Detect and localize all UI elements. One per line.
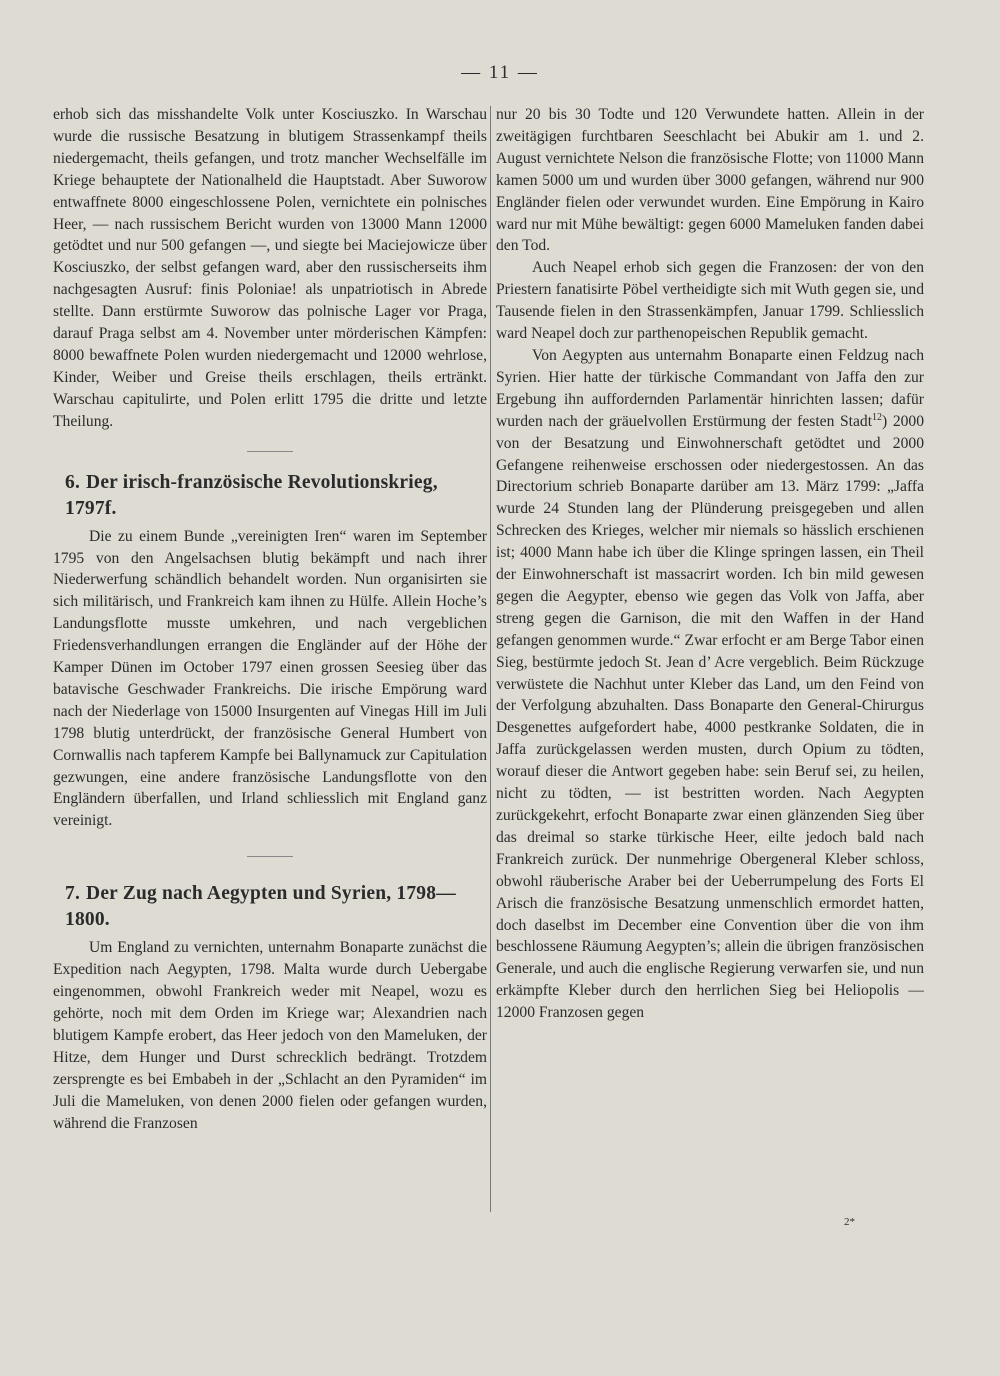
section-separator — [247, 856, 293, 857]
footnote-marker: 12 — [872, 411, 883, 423]
section-title: Der Zug nach Aegypten und Syrien, 1798—1800. — [65, 883, 456, 931]
paragraph-syria-part1: Von Aegypten aus unternahm Bonaparte einen Feldzug nach Syrien. Hier hatte der türkische Commandant von Jaffa den zur Ergebung ihn auffordernden Parlamentär hinrichten lassen; dafür wurden nach der gräuelvollen Erstürmung der festen Stadt — [496, 346, 924, 430]
section-number: 7. — [65, 883, 81, 905]
paragraph-syria-part2: ) 2000 von der Besatzung und Einwohnerschaft getödtet und 2000 Gefangene reihenweise erschossen oder niedergestossen. An das Directorium schrieb Bonaparte darüber am 13. März 1799: „Jaffa wurde 24 Stunden lang der Plünderung preisgegeben und allen Schrecken des Krieges, welcher mir niemals so hässlich erschienen ist; 4000 Mann habe ich über die Klinge springen lassen, ein Theil der Einwohnerschaft ist massacrirt worden. Ich bin mild gewesen gegen die Aegypter, ebenso wie gegen das Volk von Jaffa, aber streng gegen die Garnison, die mit den Waffen in der Hand gefangen genommen wurde.“ Zwar erfocht er am Berge Tabor einen Sieg, bestürmte jedoch St. Jean d’ Acre vergeblich. Beim Rückzuge verwüstete die Nachhut unter Kleber das Land, um den Feind von der Verfolgung abzuhalten. Dass Bonaparte den General-Chirurgus Desgenettes aufgefordert habe, 4000 pestkranke Soldaten, die in Jaffa zurückgelassen werden musten, durch Opium zu tödten, worauf dieser die Antwort gegeben habe: sein Beruf sei, zu heilen, nicht zu tödten, — ist bestritten worden. Nach Aegypten zurückgekehrt, erfocht Bonaparte zwar einen glänzenden Sieg über das dreimal so starke türkische Heer, eilte jedoch bald nach Frankreich zurück. Der nunmehrige Obergeneral Kleber schloss, obwohl räuberische Araber bei der Ueberrumpelung des Forts El Arisch die französische Besatzung unmenschlich ermordet hatten, doch daselbst im December eine Convention über die von ihm beschlossene Räumung Aegypten’s; allein die übrigen französischen Generale, und auch die englische Regierung verwarfen sie, und nun erkämpfte Kleber durch den herrlichen Sieg bei Heliopolis — 12000 Franzosen gegen — [496, 412, 925, 1022]
section-heading-7 — [65, 881, 487, 933]
paragraph-syria — [496, 345, 924, 1024]
section-heading-6 — [65, 470, 487, 522]
paragraph-polish-uprising: erhob sich das misshandelte Volk unter Kosciuszko. In Warschau wurde die russische Besatzung in blutigem Strassenkampf theils niedergemacht, theils gefangen, und trotz mancher Wechselfälle im Kriege behauptete der Nationalheld die Hauptstadt. Aber Suworow entwaffnete 8000 eingeschlossene Polen, vernichtete ein polnisches Heer, — nach russischem Bericht wurden von 13000 Mann 12000 getödtet und nur 500 gefangen —, und siegte bei Maciejowicze über Kosciuszko, der selbst gefangen ward, aber den russischerseits ihm nachgesagten Ausruf: finis Poloniae! als unpatriotisch in Abrede stellte. Dann erstürmte Suworow das polnische Lager vor Praga, darauf Praga selbst am 4. November unter mörderischen Kämpfen: 8000 bewaffnete Polen wurden niedergemacht und 12000 wehrlose, Kinder, Weiber und Greise theils erschlagen, theils ertränkt. Warschau capitulirte, und Polen erlitt 1795 die dritte und letzte Theilung. — [53, 106, 487, 430]
paragraph-irish-war: Die zu einem Bunde „vereinigten Iren“ waren im September 1795 von den Angelsachsen blutig bekämpft und nach ihrer Niederwerfung schändlich behandelt worden. Nun organisirten sie sich militärisch, und Frankreich kam ihnen zu Hülfe. Allein Hoche’s Landungsflotte musste umkehren, und nach vergeblichen Friedensverhandlungen errangen die Engländer auf der Höhe der Kamper Dünen im October 1797 einen grossen Seesieg über das batavische Geschwader Frankreichs. Die irische Empörung ward nach der Niederlage von 15000 Insurgenten auf Vinegas Hill im Juli 1798 blutig unterdrückt, der französische General Humbert von Cornwallis nach tapferem Kampfe bei Ballynamuck zur Capitulation gezwungen, eine andere französische Landungsflotte von den Engländern überfallen, und Irland schliesslich mit England ganz vereinigt. — [53, 527, 487, 830]
section-separator — [247, 451, 293, 452]
section-number: 6. — [65, 471, 81, 493]
section-title: Der irisch-französische Revolutionskrieg, 1797f. — [65, 471, 438, 519]
paragraph-abukir: nur 20 bis 30 Todte und 120 Verwundete hatten. Allein in der zweitägigen furchtbaren Seeschlacht bei Abukir am 1. und 2. August vernichtete Nelson die französische Flotte; von 11000 Mann kamen 5000 um und wurden über 3000 gefangen, während nur 900 Engländer fielen oder verwundet wurden. Eine Empörung in Kairo ward nur mit Mühe bewältigt: gegen 6000 Mameluken fanden dabei den Tod. — [496, 106, 924, 255]
column-divider — [490, 106, 491, 1212]
signature-mark: 2* — [844, 1216, 855, 1228]
left-column — [53, 104, 487, 1134]
paragraph-egypt-expedition: Um England zu vernichten, unternahm Bonaparte zunächst die Expedition nach Aegypten, 1798. Malta wurde durch Uebergabe eingenommen, obwohl Frankreich weder mit Neapel, wozu es gehörte, noch mit dem Orden im Kriege war; Alexandrien nach blutigem Kampfe erobert, das Heer jedoch von den Mameluken, der Hitze, dem Hunger und Durst schrecklich bedrängt. Trotzdem zersprengte es bei Embabeh in der „Schlacht an den Pyramiden“ im Juli die Mameluken, von denen 2000 fielen oder gefangen wurden, während die Franzosen — [53, 939, 487, 1132]
page-number: — 11 — — [461, 62, 539, 83]
right-column — [496, 104, 924, 1024]
paragraph-naples: Auch Neapel erhob sich gegen die Franzosen: der von den Priestern fanatisirte Pöbel vertheidigte sich mit Wuth gegen sie, und Tausende fielen in den Strassenkämpfen, Januar 1799. Schliesslich ward Neapel doch zur parthenopeischen Republik gemacht. — [496, 259, 924, 343]
